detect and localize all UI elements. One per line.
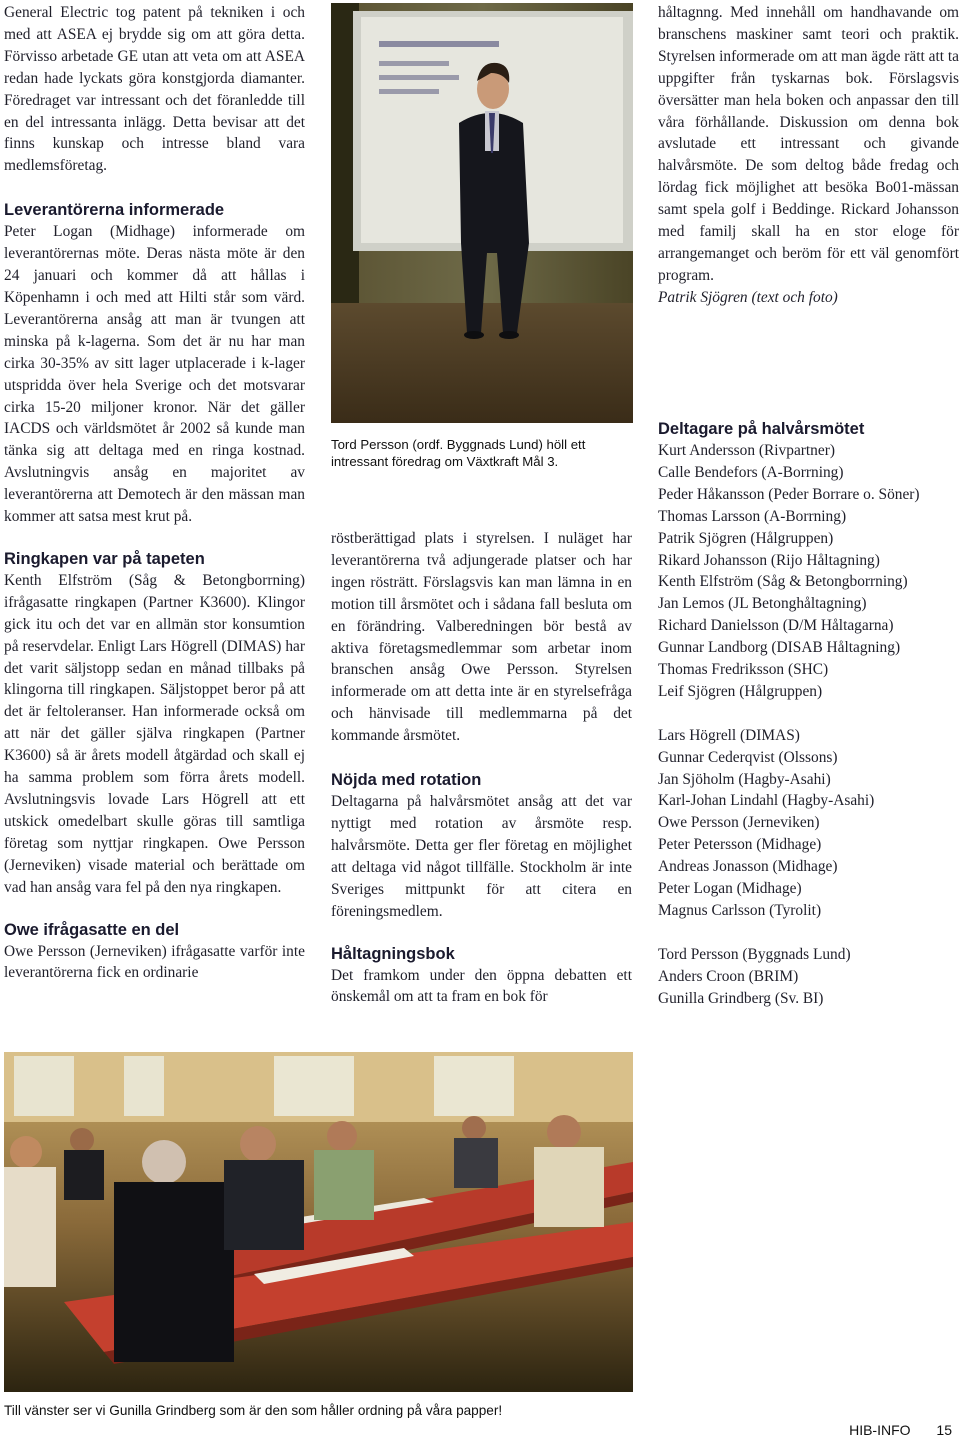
participants-section	[658, 418, 960, 1010]
paragraph-rostberattigad: röstberättigad plats i styrelsen. I nuläget har leverantörerna två adjungerade platser och har ingen rösträtt. Förslagsvis kan man lämna in en motion till årsmötet och i sådana fall besluta om en förändring. Valberedningen bör bestå av aktiva företagsmedlemmar som arbetar inom branschen ansåg Owe Persson. Styrelsen informerade om att detta inte är en styrelsefråga och hänvisade till medlemmarna på det kommande årsmötet.	[331, 530, 632, 745]
column-2	[331, 528, 632, 1008]
participant-item: Gunnar Cederqvist (Olssons)	[658, 748, 838, 766]
participants-heading: Deltagare på halvårsmötet	[658, 420, 865, 438]
participant-item: Calle Bendefors (A-Borrning)	[658, 463, 844, 481]
heading-owe: Owe ifrågasatte en del	[4, 920, 180, 939]
participants-group-1	[658, 440, 960, 703]
heading-ringkapen: Ringkapen var på tapeten	[4, 549, 205, 568]
participant-item: Gunnar Landborg (DISAB Håltagning)	[658, 639, 901, 657]
magazine-name: HIB-INFO	[849, 1422, 911, 1438]
meeting-photo	[4, 1052, 633, 1392]
paragraph-leverantorerna: Peter Logan (Midhage) informerade om leverantörernas möte. Deras nästa möte är den 24 januari och kommer då att hållas i Köpenhamn i och med att Hilti står som värd. Leverantörerna ansåg att man är tvungen att minska på k-lagerna. Som det är nu har man cirka 30-35% av sitt lager utplacerade i k-lager utspridda över hela Sverige och det motsvarar cirka 15-20 miljoner kronor. När det gäller IACDS och världsmötet år 2002 så kunde man tänka sig att deltaga med en ringa kostnad. Avslutningvis ansåg en majoritet av leverantörerna att Demotech är den mässan man kommer att satsa mest krut på.	[4, 223, 305, 526]
participant-item: Richard Danielsson (D/M Håltagarna)	[658, 617, 894, 635]
participant-item: Peder Håkansson (Peder Borrare o. Söner)	[658, 485, 920, 503]
participants-group-3	[658, 944, 960, 1010]
participant-item: Anders Croon (BRIM)	[658, 967, 799, 985]
speaker-photo-caption: Tord Persson (ordf. Byggnads Lund) höll ett intressant föredrag om Växtkraft Mål 3.	[331, 437, 586, 469]
paragraph-rotation: Deltagarna på halvårsmötet ansåg att det var nyttigt med rotation av årsmöte resp. halvårsmöte. Detta ger fler företag en möjlighet att deltaga vid något tillfälle. Stockholm är inte Sveriges mittpunkt för att citera en föreningsmedlem.	[331, 793, 632, 920]
byline: Patrik Sjögren (text och foto)	[658, 288, 838, 306]
column-1	[4, 2, 305, 984]
page-number: 15	[936, 1422, 952, 1438]
participant-item: Tord Persson (Byggnads Lund)	[658, 945, 851, 963]
participant-item: Owe Persson (Jerneviken)	[658, 814, 820, 832]
heading-haltagningsbok: Håltagningsbok	[331, 944, 455, 963]
participant-item: Thomas Fredriksson (SHC)	[658, 661, 829, 679]
participant-item: Gunilla Grindberg (Sv. BI)	[658, 989, 824, 1007]
participant-item: Peter Logan (Midhage)	[658, 880, 802, 898]
participant-item: Peter Petersson (Midhage)	[658, 836, 822, 854]
participant-item: Lars Högrell (DIMAS)	[658, 726, 800, 744]
paragraph-haltagningsbok: Det framkom under den öppna debatten ett önskemål om att ta fram en bok för	[331, 966, 632, 1006]
participants-group-2	[658, 725, 960, 922]
paragraph-ringkapen: Kenth Elfström (Såg & Betongborrning) ifrågasatte ringkapen (Partner K3600). Klingor gick itu och det var en allmän stor konsumtion på reservdelar. Enligt Lars Högrell (DIMAS) har det varit säljstopp sedan en månad tillbaks på klingorna till ringkapen. Säljstoppet beror på att det är feltoleranser. Han informerade också om att när det gäller själva ringkapen (Partner K3600) så är årets modell åtgärdad och skall ej ha samma problem som förra årets modell. Avslutningsvis lovade Lars Högrell att ett utskick omedelbart skulle göras till samtliga företag som nyttjar ringkapen. Owe Persson (Jerneviken) visade material och berättade om vad han ansåg vara fel på den nya ringkapen.	[4, 571, 305, 896]
participant-item: Jan Sjöholm (Hagby-Asahi)	[658, 770, 831, 788]
participant-item: Patrik Sjögren (Hålgruppen)	[658, 529, 834, 547]
participant-item: Leif Sjögren (Hålgruppen)	[658, 682, 823, 700]
meeting-photo-caption: Till vänster ser vi Gunilla Grindberg som är den som håller ordning på våra papper!	[4, 1403, 503, 1418]
participant-item: Kenth Elfström (Såg & Betongborrning)	[658, 573, 908, 591]
participant-item: Andreas Jonasson (Midhage)	[658, 858, 838, 876]
intro-paragraph: General Electric tog patent på tekniken i och med att ASEA ej brydde sig om att göra detta. Förvisso arbetade GE utan att veta om att ASEA redan hade lyckats göra konstgjorda diamanter. Föredraget var intressant och det föranledde till en del intressanta inlägg. Detta bevisar att det finns kunskap och intresse bland vara medlemsföretag.	[4, 4, 305, 175]
participant-item: Thomas Larsson (A-Borrning)	[658, 507, 847, 525]
heading-rotation: Nöjda med rotation	[331, 771, 482, 790]
page-footer	[849, 1422, 952, 1438]
heading-leverantorerna: Leverantörerna informerade	[4, 201, 225, 220]
participant-item: Kurt Andersson (Rivpartner)	[658, 442, 835, 459]
participant-item: Rikard Johansson (Rijo Håltagning)	[658, 551, 880, 569]
speaker-photo	[331, 3, 633, 423]
participant-item: Magnus Carlsson (Tyrolit)	[658, 902, 822, 920]
participant-item: Jan Lemos (JL Betonghåltagning)	[658, 595, 867, 613]
paragraph-haltagning: håltagnng. Med innehåll om handhavande om branschens maskiner samt teori och praktik. Styrelsen informerade om att man ägde rätt att ta uppgifter från tyskarnas bok. Förslagsvis översätter man hela boken och anpassar den till våra förhållande. Diskussion om denna bok avslutade ett intressant och givande halvårsmöte. De som deltog både fredag och lördag fick möjlighet att besöka Bo01-mässan samt spela golf i Beddinge. Rickard Johansson med familj skall ha en stor eloge för arrangemanget och beröm för ett väl genomfört program.	[658, 4, 959, 284]
participant-item: Karl-Johan Lindahl (Hagby-Asahi)	[658, 792, 875, 810]
paragraph-owe: Owe Persson (Jerneviken) ifrågasatte varför inte leverantörerna fick en ordinarie	[4, 942, 305, 982]
column-3	[658, 2, 959, 309]
